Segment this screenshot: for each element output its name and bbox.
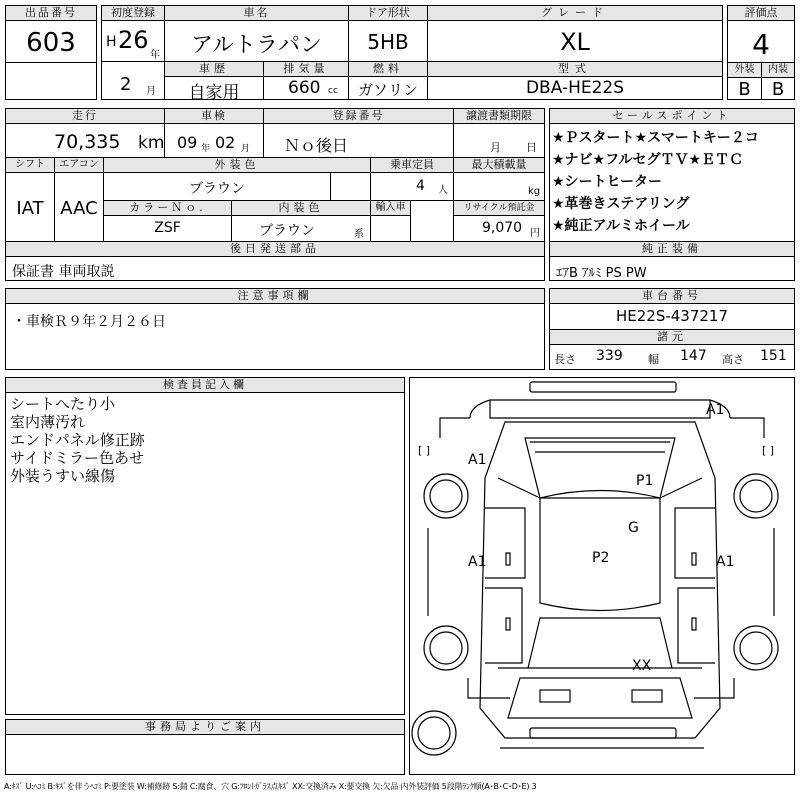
fuel-label: 燃料 <box>349 62 427 77</box>
right-bracket-label: [ ] <box>762 444 775 457</box>
inspection-month: 02 <box>215 133 236 152</box>
history-label: 車歴 <box>165 62 263 77</box>
damage-mark: A1 <box>468 554 487 570</box>
model-label: 型式 <box>428 62 722 77</box>
damage-mark: XX <box>632 658 652 674</box>
int-color-value: ブラウン <box>259 223 315 239</box>
registration-year-unit: 年 <box>150 50 160 61</box>
score-value: 4 <box>752 28 770 61</box>
chassis-value: HE22S-437217 <box>615 307 729 325</box>
notes-cell <box>5 288 545 370</box>
door-type-value: 5HB <box>367 30 409 54</box>
registration-month-unit: 月 <box>146 86 156 97</box>
width-value: 147 <box>680 348 707 364</box>
damage-mark: A1 <box>468 452 487 468</box>
aircon-value: AAC <box>60 198 98 219</box>
car-outline-diagram <box>410 378 794 774</box>
sales-points-label: セールスポイント <box>550 109 794 124</box>
length-value: 339 <box>596 348 623 364</box>
door-type-cell <box>348 5 428 62</box>
mileage-cell <box>5 108 165 158</box>
office-cell <box>5 719 405 775</box>
inspection-year-unit: 年 <box>201 144 211 154</box>
transfer-deadline-cell <box>453 108 545 158</box>
registration-year: 26 <box>118 26 149 54</box>
equipment-label: 純正装備 <box>550 242 794 257</box>
score-label: 評価点 <box>728 6 794 21</box>
car-name-cell <box>164 5 349 62</box>
inspector-cell <box>5 377 405 715</box>
first-registration-label: 初度登録 <box>102 6 164 21</box>
inspector-label: 検査員記入欄 <box>6 378 404 393</box>
interior-score-value: B <box>771 79 785 100</box>
interior-score-label: 内装 <box>762 63 794 78</box>
recycle-label: リサイクル預託金 <box>454 201 544 216</box>
displacement-value: 660 <box>288 78 321 98</box>
damage-diagram <box>409 377 795 775</box>
later-parts-label: 後日発送部品 <box>6 242 544 257</box>
color-no-label: カラーＮｏ. <box>104 201 232 216</box>
sales-point-item: ★シートヒーター <box>552 174 662 190</box>
history-value: 自家用 <box>188 83 240 103</box>
exterior-score-label: 外装 <box>728 63 762 78</box>
plate-value: Ｎｏ後日 <box>284 136 349 155</box>
legend-text: A:ｷｽﾞ U:ﾍｺﾐ B:ｷｽﾞを伴うﾍｺﾐ P:要塗装 W:補修跡 S:錆 C:腐食、穴 G:ﾌﾛﾝﾄｶﾞﾗｽ点ｷｽﾞ XX:交換済み X:要交換 欠:欠品 内外装評価 5段階ﾗﾝｸ順(A･B･C･D･E) 3 <box>4 782 537 791</box>
left-bracket-label: [ ] <box>418 444 431 457</box>
later-parts-value: 保証書 車両取説 <box>12 264 115 280</box>
damage-mark: G <box>628 520 639 536</box>
inspector-line: 外装うすい線傷 <box>10 467 116 485</box>
inspector-line: エンドパネル修正跡 <box>10 431 145 449</box>
car-name-label: 車名 <box>165 6 348 21</box>
inspector-line: シートへたり小 <box>10 395 116 413</box>
history-cell <box>164 61 264 103</box>
sales-point-item: ★純正アルミホイール <box>552 218 690 234</box>
model-cell <box>427 61 723 100</box>
fuel-cell <box>348 61 428 100</box>
height-label: 高さ <box>722 353 744 366</box>
sales-points-cell <box>549 108 795 242</box>
score-cell <box>727 5 795 100</box>
registration-month: 2 <box>120 74 132 95</box>
sales-point-item: ★革巻きステアリング <box>552 196 690 212</box>
chassis-label: 車台番号 <box>550 289 794 304</box>
ext-color-label: 外装色 <box>104 158 370 173</box>
equipment-cell <box>549 241 795 281</box>
transfer-day-unit: 日 <box>526 141 537 154</box>
plate-cell <box>263 108 454 158</box>
int-color-label: 内装色 <box>232 201 370 216</box>
damage-mark: A1 <box>716 554 735 570</box>
registration-month-cell <box>101 61 165 100</box>
shift-label: シフト <box>6 158 55 173</box>
fuel-value: ガソリン <box>357 81 418 99</box>
equipment-value: ｴｱB ｱﾙﾐ PS PW <box>556 266 647 281</box>
inspection-label: 車検 <box>165 109 263 124</box>
recycle-unit: 円 <box>530 228 540 239</box>
grade-cell <box>427 5 723 62</box>
height-value: 151 <box>760 348 787 364</box>
plate-label: 登録番号 <box>264 109 453 124</box>
damage-mark: P2 <box>592 550 610 566</box>
length-label: 長さ <box>554 353 576 366</box>
damage-mark: A1 <box>706 402 725 418</box>
door-type-label: ドア形状 <box>349 6 427 21</box>
int-color-suffix: 系 <box>354 229 364 240</box>
mileage-value: 70,335 <box>54 131 121 153</box>
inspection-month-unit: 月 <box>241 144 251 154</box>
shift-value: IAT <box>16 198 44 219</box>
ext-color-value: ブラウン <box>189 181 245 197</box>
chassis-cell <box>549 288 795 370</box>
office-label: 事務局よりご案内 <box>6 720 404 735</box>
displacement-label: 排気量 <box>264 62 348 77</box>
displacement-cell <box>263 61 349 100</box>
lot-number-cell <box>5 5 97 100</box>
capacity-value: 4 <box>416 178 425 194</box>
sales-point-item: ★ナビ★フルセグＴＶ★ＥＴＣ <box>552 152 744 168</box>
transfer-month-unit: 月 <box>490 141 501 154</box>
load-unit: kg <box>528 186 541 197</box>
load-label: 最大積載量 <box>454 158 544 173</box>
damage-mark: P1 <box>636 473 654 489</box>
mileage-unit: km <box>138 133 165 153</box>
transfer-deadline-label: 譲渡書類期限 <box>454 109 544 124</box>
sales-point-item: ★Ｐスタート★スマートキー２コ <box>552 130 759 146</box>
inspector-line: サイドミラー色あせ <box>10 449 144 467</box>
mileage-label: 走行 <box>6 109 164 124</box>
import-label: 輸入車 <box>371 201 411 216</box>
aircon-label: エアコン <box>55 158 103 173</box>
registration-era: H <box>106 34 117 50</box>
grade-value: XL <box>560 28 590 56</box>
width-label: 幅 <box>648 353 659 366</box>
later-parts-cell <box>5 241 545 281</box>
displacement-unit: cc <box>328 86 338 96</box>
exterior-score-value: B <box>738 79 751 100</box>
car-name-value: アルトラパン <box>190 33 323 58</box>
capacity-label: 乗車定員 <box>371 158 453 173</box>
dimensions-label: 諸元 <box>550 330 794 345</box>
capacity-unit: 人 <box>438 185 448 196</box>
inspector-line: 室内薄汚れ <box>10 413 86 431</box>
lot-number-label: 出品番号 <box>6 6 96 21</box>
recycle-value: 9,070 <box>482 220 523 236</box>
lot-number-value: 603 <box>26 28 76 58</box>
notes-label: 注意事項欄 <box>6 289 544 304</box>
inspection-year: 09 <box>177 133 198 152</box>
inspection-cell <box>164 108 264 158</box>
spec-grid <box>5 157 545 242</box>
grade-label: グレード <box>428 6 722 21</box>
color-no-value: ZSF <box>154 220 181 236</box>
first-registration-cell <box>101 5 165 62</box>
notes-value: ・車検Ｒ９年２月２６日 <box>12 314 166 330</box>
model-value: DBA-HE22S <box>525 78 625 98</box>
